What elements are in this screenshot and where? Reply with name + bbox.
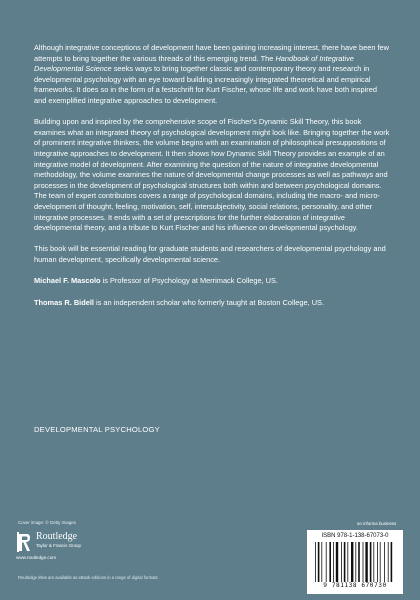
author-bio-1: Michael F. Mascolo is Professor of Psychology at Merrimack College, US. (34, 276, 278, 286)
routledge-logo-icon (16, 531, 32, 553)
publisher-url: www.routledge.com (16, 555, 57, 560)
isbn-label: ISBN 978-1-138-67073-0 (321, 533, 389, 539)
barcode-icon (315, 542, 395, 582)
informa-tagline: an informa business (357, 521, 397, 526)
ebook-note: Routledge titles are available as eBook editions in a range of digital formats (18, 575, 158, 580)
subject-category: DEVELOPMENTAL PSYCHOLOGY (34, 425, 160, 434)
isbn-barcode (307, 530, 403, 594)
publisher-group: Taylor & Francis Group (36, 543, 81, 548)
author-bio-2: Thomas R. Bidell is an independent scholar who formerly taught at Boston College, US. (34, 297, 325, 307)
blurb-paragraph-3: This book will be essential reading for graduate students and researchers of developmental psychology and human development, specifically developmental science. (34, 244, 386, 264)
author-name: Thomas R. Bidell (34, 297, 94, 307)
cover-image-credit: Cover image: © Getty Images (18, 520, 76, 525)
publisher-block (16, 530, 136, 562)
barcode-digits: 9 781138 670730 (323, 582, 387, 589)
blurb-paragraph-2: Building upon and inspired by the comprehensive scope of Fischer's Dynamic Skill Theory, this book examines what an integrated theory of psychological development might look like. Bringing together the work of prominent integrative thinkers, the volume begins with an examination of philosophical presuppositions of integrative approaches to development. It then shows how Dynamic Skill Theory provides an example of an integrative model of development. After examining the question of the nature of integrative developmental methodology, the volume examines the nature of developmental change processes as well as pathways and processes in the development of psychological structures both within and between psychological domains. The team of expert contributors covers a range of psychological domains, including the macro- and micro-development of thought, feeling, motivation, self, intersubjectivity, social relations, personality, and other integrative processes. It ends with a set of prescriptions for the further elaboration of integrative developmental theory, and a tribute to Kurt Fischer and his influence on developmental psychology. (34, 117, 390, 233)
blurb-paragraph-1: Although integrative conceptions of development have been gaining increasing interest, there have been few attempts to bring together the various threads of this emerging trend. The Handbook of Integrative Developmental Science seeks ways to bring together classic and contemporary theory and research in developmental psychology with an eye toward building increasingly integrated theoretical and empirical frameworks. It does so in the form of a festschrift for Kurt Fischer, whose life and work have both inspired and exemplified integrative approaches to development. (34, 43, 389, 105)
book-title: Handbook of Integrative Developmental Science (34, 53, 354, 74)
author-name: Michael F. Mascolo (34, 276, 101, 286)
publisher-name: Routledge (36, 531, 78, 542)
blurb (34, 43, 390, 319)
